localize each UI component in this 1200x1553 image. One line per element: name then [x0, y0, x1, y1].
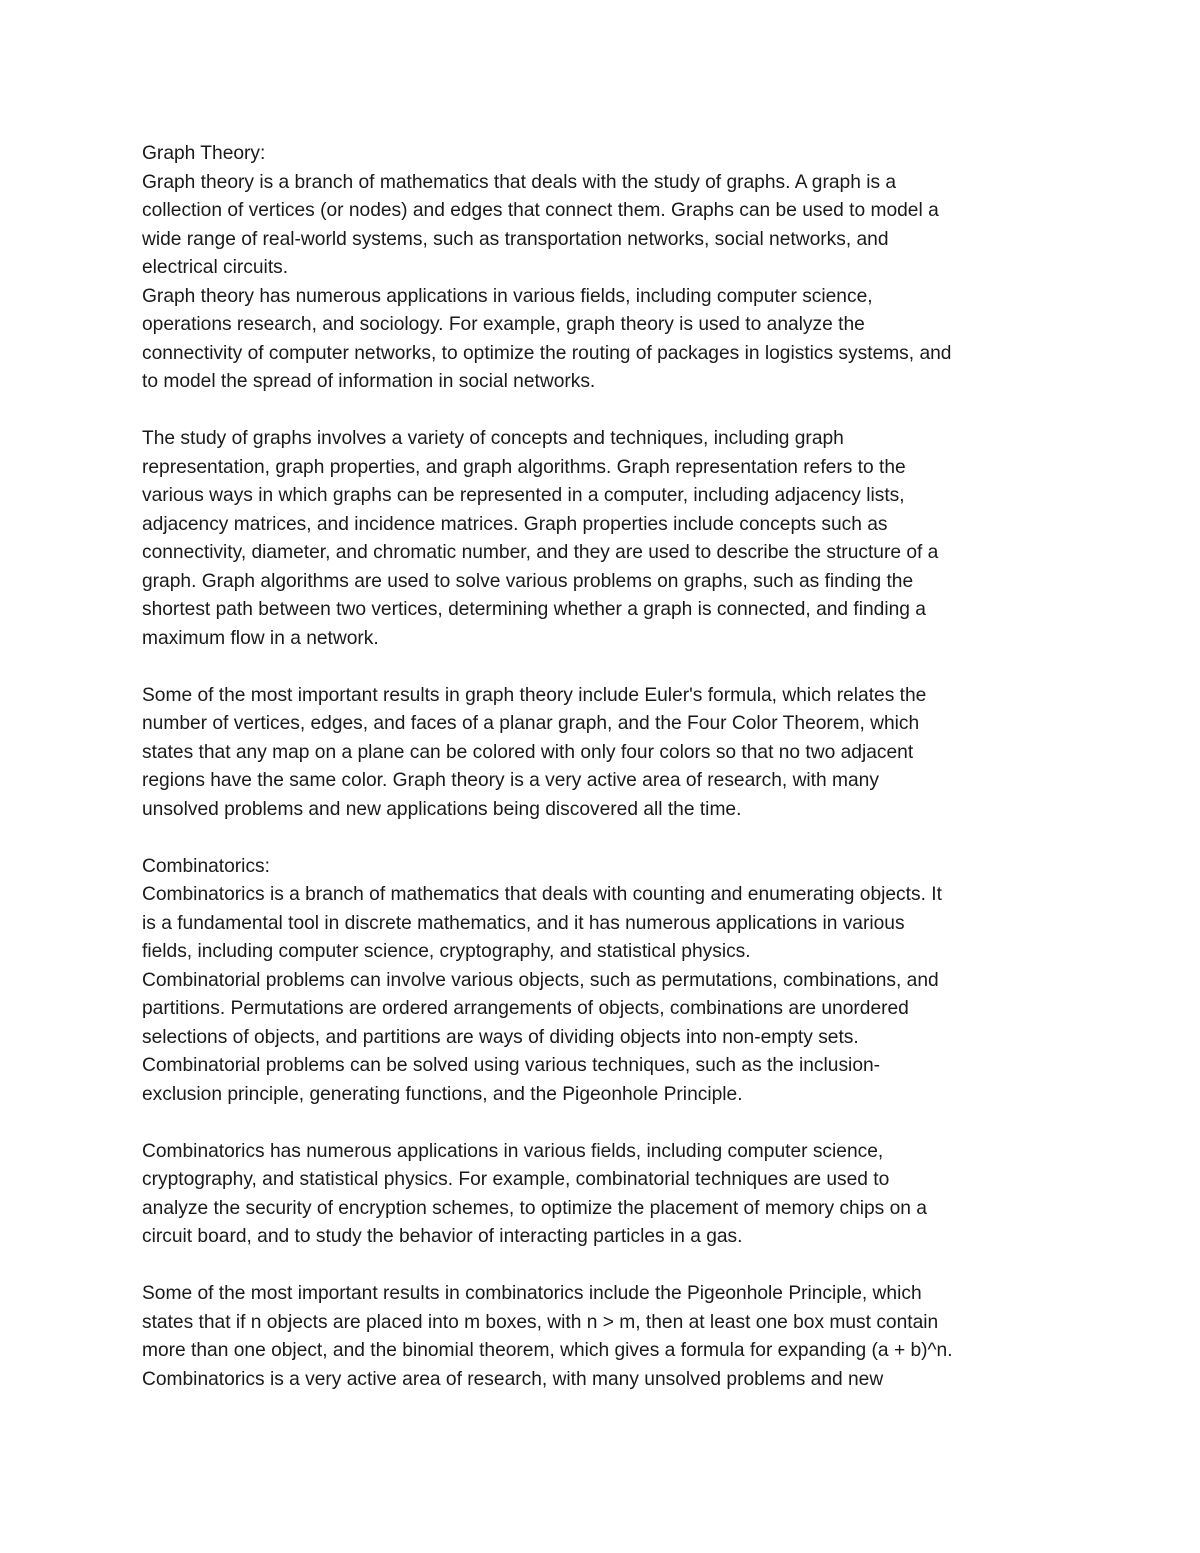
text-line: Combinatorial problems can involve various objects, such as permutations, combinations, and: [142, 969, 939, 991]
section-heading-combinatorics: Combinatorics:: [142, 855, 270, 877]
text-line: more than one object, and the binomial theorem, which gives a formula for expanding (a + b)^n.: [142, 1340, 953, 1361]
text-line: representation, graph properties, and graph algorithms. Graph representation refers to the: [142, 456, 906, 478]
text-line: electrical circuits.: [142, 257, 289, 278]
paragraph-spacer: [142, 1109, 1072, 1138]
paragraph-spacer: [142, 653, 1072, 682]
text-line: collection of vertices (or nodes) and edges that connect them. Graphs can be used to model a: [142, 200, 939, 221]
text-line: analyze the security of encryption schemes, to optimize the placement of memory chips on a: [142, 1197, 927, 1219]
text-line: Combinatorial problems can be solved using various techniques, such as the inclusion-: [142, 1055, 881, 1076]
text-line: to model the spread of information in social networks.: [142, 371, 596, 392]
text-line: maximum flow in a network.: [142, 627, 379, 649]
text-line: exclusion principle, generating functions, and the Pigeonhole Principle.: [142, 1083, 743, 1105]
text-line: adjacency matrices, and incidence matrices. Graph properties include concepts such as: [142, 513, 888, 535]
text-line: number of vertices, edges, and faces of a planar graph, and the Four Color Theorem, which: [142, 713, 920, 734]
text-line: wide range of real-world systems, such as transportation networks, social networks, and: [142, 228, 889, 250]
text-line: Combinatorics has numerous applications in various fields, including computer science,: [142, 1140, 884, 1162]
text-line: cryptography, and statistical physics. For example, combinatorial techniques are used to: [142, 1169, 890, 1190]
text-line: Combinatorics is a branch of mathematics that deals with counting and enumerating objects. It: [142, 884, 942, 905]
document-body: [142, 140, 1072, 1394]
text-line: Some of the most important results in graph theory include Euler's formula, which relates the: [142, 684, 927, 706]
text-line: connectivity, diameter, and chromatic number, and they are used to describe the structure of a: [142, 542, 939, 563]
text-line: operations research, and sociology. For example, graph theory is used to analyze the: [142, 314, 865, 335]
text-line: circuit board, and to study the behavior of interacting particles in a gas.: [142, 1226, 743, 1247]
text-line: regions have the same color. Graph theory is a very active area of research, with many: [142, 770, 879, 791]
text-line: connectivity of computer networks, to optimize the routing of packages in logistics systems, and: [142, 342, 952, 364]
paragraph-spacer: [142, 824, 1072, 853]
text-line: fields, including computer science, cryptography, and statistical physics.: [142, 941, 751, 962]
text-line: states that any map on a plane can be colored with only four colors so that no two adjacent: [142, 741, 914, 763]
text-line: graph. Graph algorithms are used to solve various problems on graphs, such as finding the: [142, 570, 914, 592]
text-line: various ways in which graphs can be represented in a computer, including adjacency lists,: [142, 485, 905, 506]
text-line: states that if n objects are placed into m boxes, with n > m, then at least one box must contain: [142, 1311, 939, 1333]
text-line: unsolved problems and new applications being discovered all the time.: [142, 798, 742, 820]
section-heading-graph-theory: Graph Theory:: [142, 143, 266, 164]
text-line: The study of graphs involves a variety of concepts and techniques, including graph: [142, 428, 844, 449]
text-line: is a fundamental tool in discrete mathematics, and it has numerous applications in various: [142, 912, 905, 934]
text-line: shortest path between two vertices, determining whether a graph is connected, and finding a: [142, 599, 926, 620]
text-line: selections of objects, and partitions are ways of dividing objects into non-empty sets.: [142, 1026, 859, 1048]
text-line: Graph theory is a branch of mathematics that deals with the study of graphs. A graph is a: [142, 171, 897, 193]
text-line: Some of the most important results in combinatorics include the Pigeonhole Principle, which: [142, 1283, 922, 1304]
text-line: partitions. Permutations are ordered arrangements of objects, combinations are unordered: [142, 998, 909, 1019]
paragraph-spacer: [142, 1252, 1072, 1281]
paragraph-spacer: [142, 397, 1072, 426]
text-line: Combinatorics is a very active area of research, with many unsolved problems and new: [142, 1368, 884, 1390]
text-line: Graph theory has numerous applications in various fields, including computer science,: [142, 285, 873, 307]
